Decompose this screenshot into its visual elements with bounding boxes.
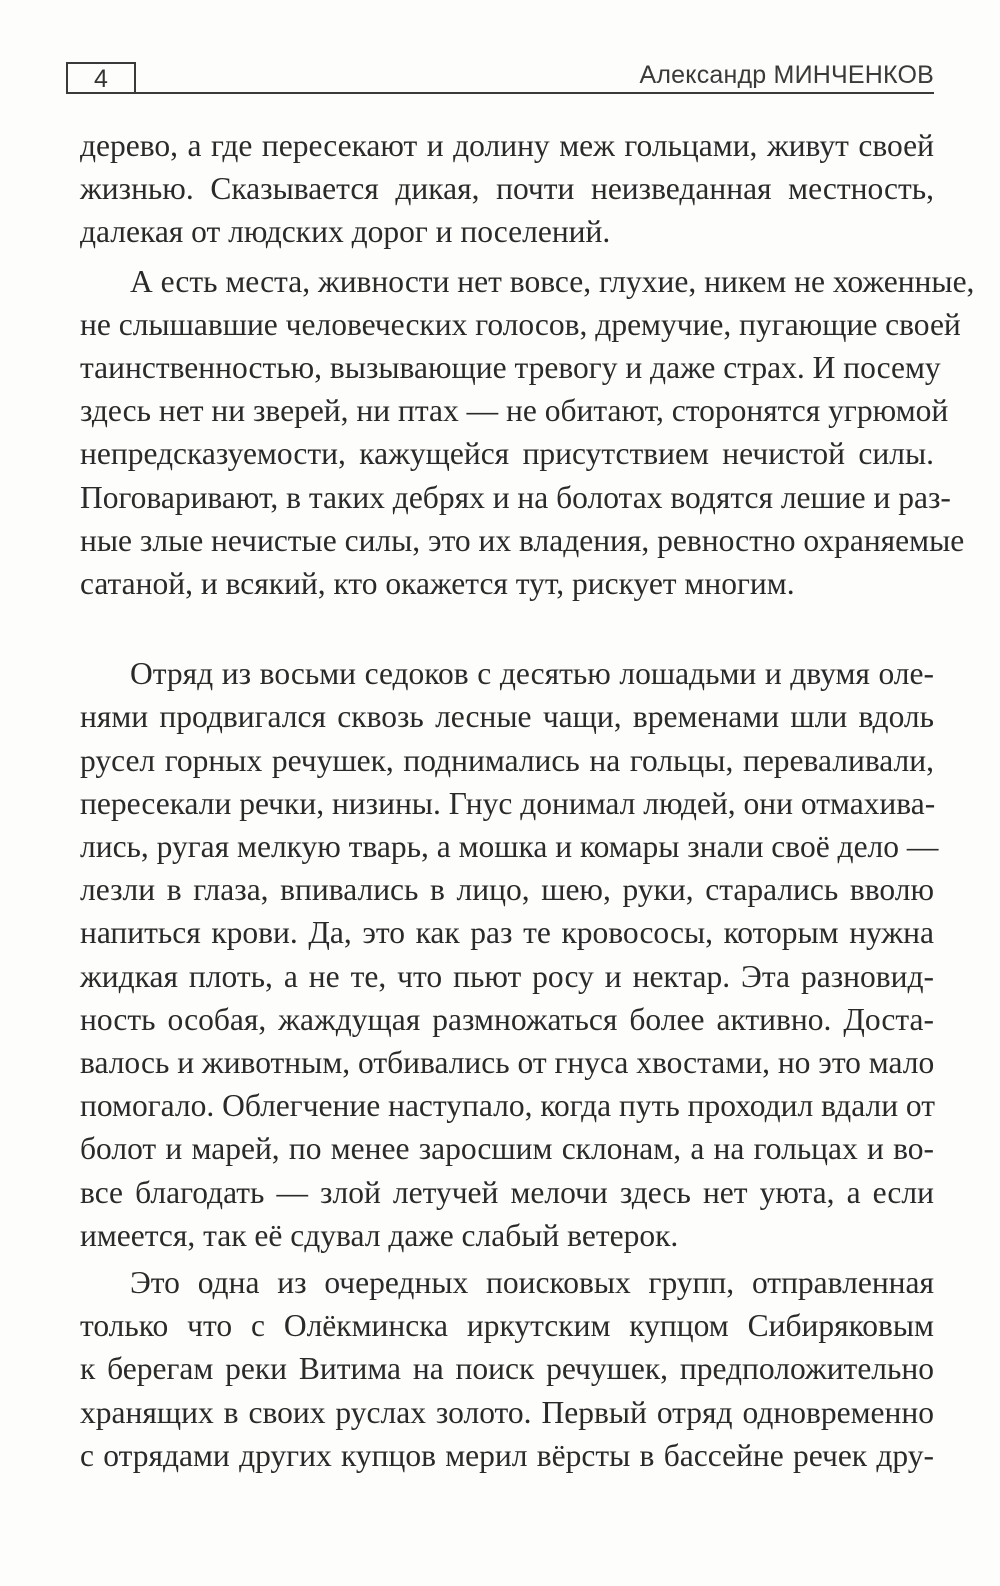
text-line: таинственностью, вызывающие тревогу и даже страх. И посему	[80, 350, 941, 386]
paragraph-4	[80, 1261, 934, 1477]
page-number: 4	[66, 62, 136, 94]
text-line: к берегам реки Витима на поиск речушек, предположительно	[80, 1351, 934, 1387]
text-line: все благодать — злой летучей мелочи здесь нет уюта, а если	[80, 1174, 934, 1210]
text-line: ные злые нечистые силы, это их владения, ревностно охраняемые	[80, 522, 965, 558]
text-line: русел горных речушек, поднимались на гольцы, переваливали,	[80, 742, 934, 778]
page-header	[66, 60, 934, 98]
text-line: Отряд из восьми седоков с десятью лошадьми и двумя оле-	[130, 656, 934, 692]
text-line: не слышавшие человеческих голосов, дремучие, пугающие своей	[80, 306, 961, 342]
text-line: помогало. Облегчение наступало, когда путь проходил вдали от	[80, 1088, 936, 1124]
text-line: ность особая, жаждущая размножаться более активно. Доста-	[80, 1001, 934, 1037]
text-line: пересекали речки, низины. Гнус донимал людей, они отмахива-	[80, 785, 936, 821]
text-line: А есть места, живности нет вовсе, глухие, никем не хоженные,	[130, 263, 975, 299]
text-line: лись, ругая мелкую тварь, а мошка и комары знали своё дело —	[80, 829, 939, 865]
text-line: далекая от людских дорог и поселений.	[80, 214, 611, 250]
text-line: напиться крови. Да, это как раз те кровососы, которым нужна	[80, 915, 934, 951]
text-line: нями продвигался сквозь лесные чащи, временами шли вдоль	[80, 699, 934, 735]
section-break	[80, 605, 934, 648]
running-head-author: Александр МИНЧЕНКОВ	[639, 61, 934, 89]
paragraph-1	[80, 124, 934, 254]
text-line: непредсказуемости, кажущейся присутствием нечистой силы.	[80, 436, 934, 472]
text-line: Поговаривают, в таких дебрях и на болотах водятся лешие и раз-	[80, 479, 951, 515]
text-line: Это одна из очередных поисковых групп, отправленная	[130, 1265, 934, 1301]
text-line: только что с Олёкминска иркутским купцом Сибиряковым	[80, 1308, 934, 1344]
text-line: болот и марей, по менее заросшим склонам, а на гольцах и во-	[80, 1131, 934, 1167]
header-rule	[136, 92, 934, 94]
text-line: имеется, так её сдувал даже слабый ветерок.	[80, 1217, 679, 1253]
text-line: валось и животным, отбивались от гнуса хвостами, но это мало	[80, 1045, 935, 1081]
body-text	[80, 124, 975, 1477]
text-line: хранящих в своих руслах золото. Первый отряд одновременно	[80, 1394, 934, 1430]
text-line: жизнью. Сказывается дикая, почти неизведанная местность,	[80, 171, 934, 207]
text-line: лезли в глаза, впивались в лицо, шею, руки, старались вволю	[80, 872, 934, 908]
paragraph-2	[80, 260, 975, 606]
paragraph-3	[80, 652, 939, 1257]
text-line: здесь нет ни зверей, ни птах — не обитают, сторонятся угрюмой	[80, 393, 949, 429]
text-line: дерево, а где пересекают и долину меж гольцами, живут своей	[80, 128, 934, 163]
text-line: с отрядами других купцов мерил вёрсты в бассейне речек дру-	[80, 1437, 934, 1473]
text-line: сатаной, и всякий, кто окажется тут, рискует многим.	[80, 566, 795, 602]
text-line: жидкая плоть, а не те, что пьют росу и нектар. Эта разновид-	[80, 958, 934, 994]
